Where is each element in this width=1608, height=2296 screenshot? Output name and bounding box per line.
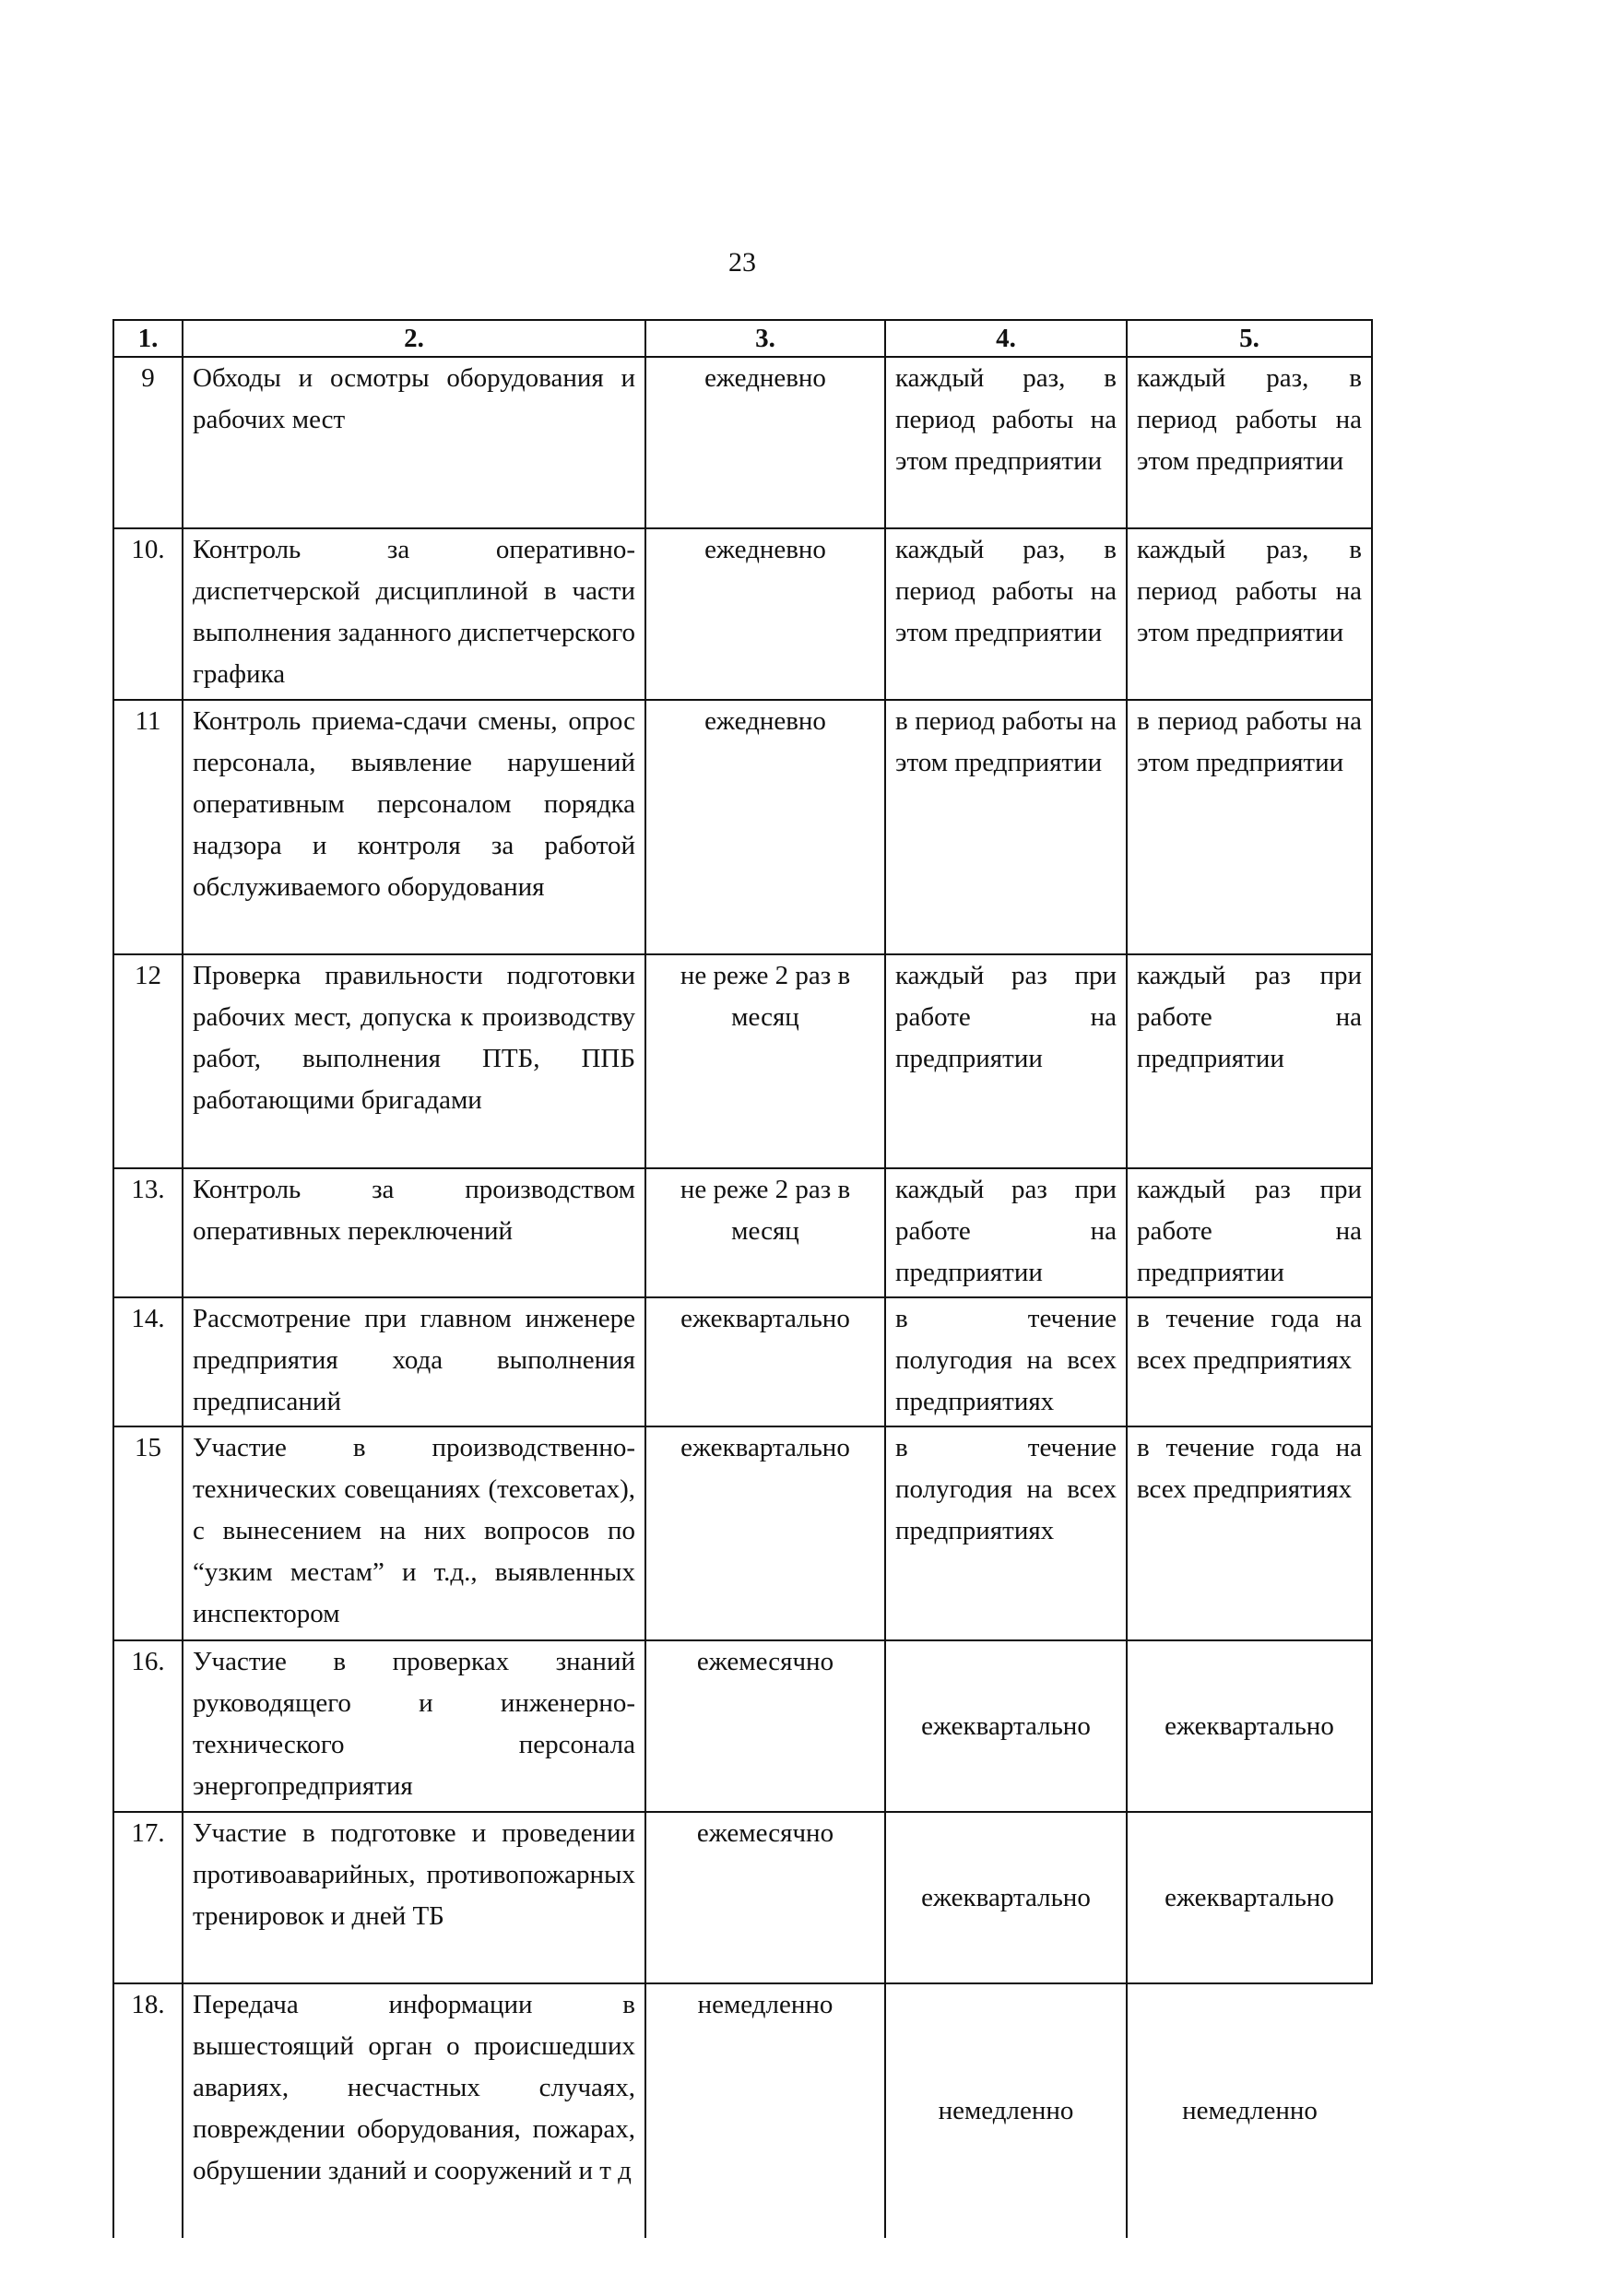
scope-col4: ежеквартально bbox=[885, 1640, 1127, 1812]
scope-col4: ежеквартально bbox=[885, 1812, 1127, 1983]
task-description: Обходы и осмотры оборудования и рабочих мест bbox=[183, 357, 645, 528]
table-row bbox=[113, 954, 1372, 1168]
scope-col5: в течение года на всех предприятиях bbox=[1127, 1297, 1372, 1426]
task-description: Контроль за производством оперативных переключений bbox=[183, 1168, 645, 1297]
table-row bbox=[113, 1168, 1372, 1297]
row-number: 16. bbox=[113, 1640, 183, 1812]
table-row bbox=[113, 528, 1372, 700]
scope-col5: каждый раз при работе на предприятии bbox=[1127, 1168, 1372, 1297]
scope-col5: ежеквартально bbox=[1127, 1640, 1372, 1812]
frequency: ежемесячно bbox=[645, 1812, 885, 1983]
table-row bbox=[113, 357, 1372, 528]
task-description: Участие в производственно-технических совещаниях (техсоветах), с вынесением на них вопросов по “узким местам” и т.д., выявленных инспектором bbox=[183, 1426, 645, 1640]
row-number: 9 bbox=[113, 357, 183, 528]
header-cell-4: 4. bbox=[885, 320, 1127, 357]
header-cell-2: 2. bbox=[183, 320, 645, 357]
inspection-schedule-table bbox=[112, 319, 1373, 2238]
header-cell-5: 5. bbox=[1127, 320, 1372, 357]
scope-col4: каждый раз при работе на предприятии bbox=[885, 1168, 1127, 1297]
task-description: Рассмотрение при главном инженере предприятия хода выполнения предписаний bbox=[183, 1297, 645, 1426]
scope-col5: в течение года на всех предприятиях bbox=[1127, 1426, 1372, 1640]
scope-col4: немедленно bbox=[885, 1983, 1127, 2238]
table-row bbox=[113, 1812, 1372, 1983]
table-row bbox=[113, 1297, 1372, 1426]
scope-col5: немедленно bbox=[1127, 1983, 1372, 2238]
table-row bbox=[113, 1426, 1372, 1640]
frequency: немедленно bbox=[645, 1983, 885, 2238]
row-number: 10. bbox=[113, 528, 183, 700]
scope-col5: каждый раз, в период работы на этом предприятии bbox=[1127, 528, 1372, 700]
row-number: 12 bbox=[113, 954, 183, 1168]
task-description: Проверка правильности подготовки рабочих мест, допуска к производству работ, выполнения ПТБ, ППБ работающими бригадами bbox=[183, 954, 645, 1168]
task-description: Участие в проверках знаний руководящего и инженерно-технического персонала энергопредприятия bbox=[183, 1640, 645, 1812]
row-number: 18. bbox=[113, 1983, 183, 2238]
frequency: ежедневно bbox=[645, 700, 885, 954]
row-number: 17. bbox=[113, 1812, 183, 1983]
header-cell-3: 3. bbox=[645, 320, 885, 357]
frequency: не реже 2 раз в месяц bbox=[645, 1168, 885, 1297]
header-cell-1: 1. bbox=[113, 320, 183, 357]
frequency: ежемесячно bbox=[645, 1640, 885, 1812]
page-number: 23 bbox=[728, 247, 756, 278]
scope-col4: в период работы на этом предприятии bbox=[885, 700, 1127, 954]
frequency: не реже 2 раз в месяц bbox=[645, 954, 885, 1168]
scope-col4: каждый раз при работе на предприятии bbox=[885, 954, 1127, 1168]
frequency: ежеквартально bbox=[645, 1297, 885, 1426]
table-row bbox=[113, 1983, 1372, 2238]
scope-col4: в течение полугодия на всех предприятиях bbox=[885, 1426, 1127, 1640]
row-number: 14. bbox=[113, 1297, 183, 1426]
scope-col4: каждый раз, в период работы на этом предприятии bbox=[885, 528, 1127, 700]
task-description: Участие в подготовке и проведении противоаварийных, противопожарных тренировок и дней ТБ bbox=[183, 1812, 645, 1983]
scope-col5: в период работы на этом предприятии bbox=[1127, 700, 1372, 954]
task-description: Контроль приема-сдачи смены, опрос персонала, выявление нарушений оперативным персоналом порядка надзора и контроля за работой обслуживаемого оборудования bbox=[183, 700, 645, 954]
frequency: ежеквартально bbox=[645, 1426, 885, 1640]
table-header-row bbox=[113, 320, 1372, 357]
row-number: 15 bbox=[113, 1426, 183, 1640]
frequency: ежедневно bbox=[645, 357, 885, 528]
task-description: Контроль за оперативно-диспетчерской дисциплиной в части выполнения заданного диспетчерского графика bbox=[183, 528, 645, 700]
scope-col4: каждый раз, в период работы на этом предприятии bbox=[885, 357, 1127, 528]
task-description: Передача информации в вышестоящий орган о происшедших авариях, несчастных случаях, повреждении оборудования, пожарах, обрушении зданий и сооружений и т д bbox=[183, 1983, 645, 2238]
table-row bbox=[113, 1640, 1372, 1812]
row-number: 11 bbox=[113, 700, 183, 954]
scope-col4: в течение полугодия на всех предприятиях bbox=[885, 1297, 1127, 1426]
frequency: ежедневно bbox=[645, 528, 885, 700]
scope-col5: ежеквартально bbox=[1127, 1812, 1372, 1983]
scope-col5: каждый раз, в период работы на этом предприятии bbox=[1127, 357, 1372, 528]
row-number: 13. bbox=[113, 1168, 183, 1297]
table-row bbox=[113, 700, 1372, 954]
scope-col5: каждый раз при работе на предприятии bbox=[1127, 954, 1372, 1168]
